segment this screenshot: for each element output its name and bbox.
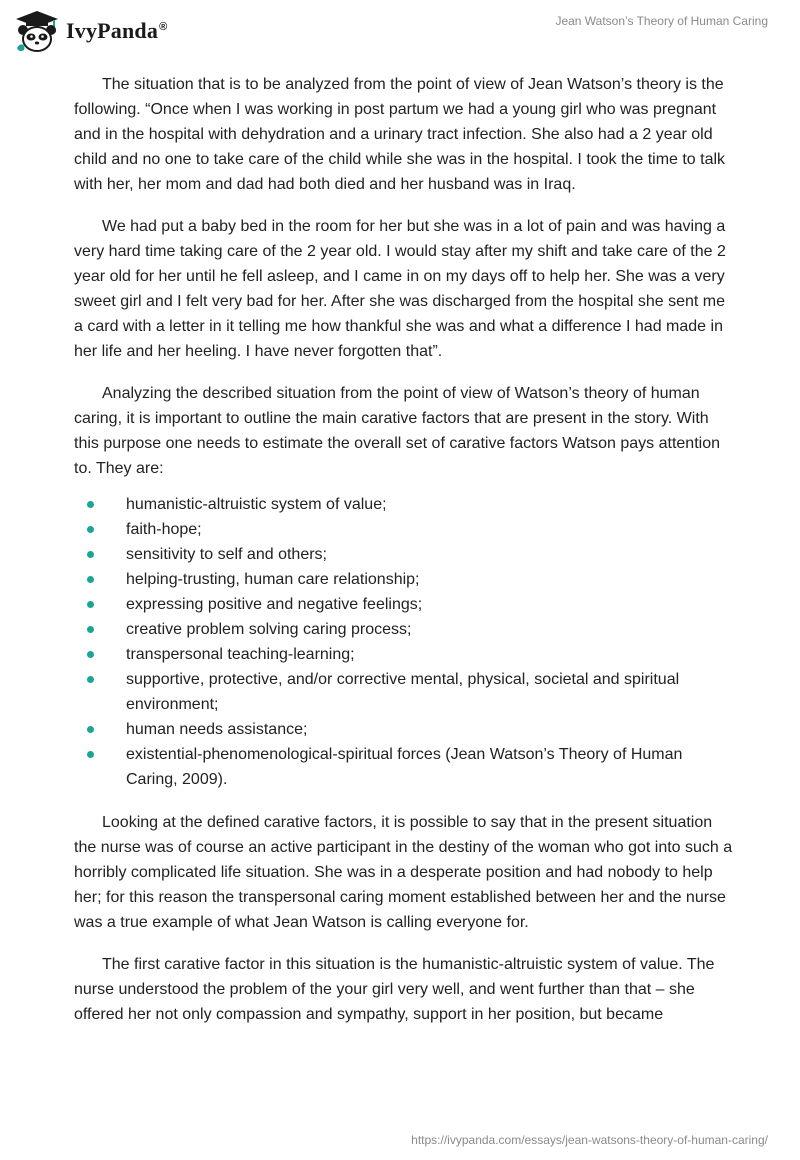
list-item: existential-phenomenological-spiritual forces (Jean Watson’s Theory of Human Caring, 2009). (74, 742, 734, 792)
paragraph: Looking at the defined carative factors, it is possible to say that in the present situation the nurse was of course an active participant in the destiny of the woman who got into such a horribly complicated life situation. She was in a desperate position and had nobody to help her; for this reason the transpersonal caring moment established between her and the nurse was a true example of what Jean Watson is calling everyone for. (74, 814, 733, 931)
paragraph: Analyzing the described situation from the point of view of Watson’s theory of human caring, it is important to outline the main carative factors that are present in the story. With this purpose one needs to estimate the overall set of carative factors Watson pays attention to. They are: (74, 385, 720, 477)
source-url-link[interactable]: https://ivypanda.com/essays/jean-watsons-theory-of-human-caring/ (411, 1133, 768, 1147)
ivypanda-logo[interactable] (14, 8, 167, 54)
bullet-icon (87, 526, 94, 533)
list-item: humanistic-altruistic system of value; (74, 492, 734, 517)
carative-factors-list (74, 492, 734, 792)
page-header (0, 0, 800, 70)
bullet-icon (87, 751, 94, 758)
bullet-icon (87, 726, 94, 733)
list-item: transpersonal teaching-learning; (74, 642, 734, 667)
list-item: creative problem solving caring process; (74, 617, 734, 642)
list-item: human needs assistance; (74, 717, 734, 742)
bullet-icon (87, 576, 94, 583)
list-item: expressing positive and negative feelings; (74, 592, 734, 617)
list-item: supportive, protective, and/or corrective mental, physical, societal and spiritual environment; (74, 667, 734, 717)
paragraph: We had put a baby bed in the room for her but she was in a lot of pain and was having a very hard time taking care of the 2 year old. I would stay after my shift and take care of the 2 year old for her until he fell asleep, and I came in on my days off to help her. She was a very sweet girl and I felt very bad for her. After she was discharged from the hospital she sent me a card with a letter in it telling me how thankful she was and what a difference I had made in her life and her heeling. I have never forgotten that”. (74, 218, 726, 360)
paragraph: The situation that is to be analyzed from the point of view of Jean Watson’s theory is the following. “Once when I was working in post partum we had a young girl who was pregnant and in the hospital with dehydration and a urinary tract infection. She also had a 2 year old child and no one to take care of the child while she was in the hospital. I took the time to talk with her, her mom and dad had both died and her husband was in Iraq. (74, 76, 726, 193)
panda-graduate-icon (14, 8, 60, 54)
list-item: helping-trusting, human care relationship; (74, 567, 734, 592)
list-item: sensitivity to self and others; (74, 542, 734, 567)
bullet-icon (87, 676, 94, 683)
bullet-icon (87, 551, 94, 558)
bullet-icon (87, 626, 94, 633)
list-item: faith-hope; (74, 517, 734, 542)
bullet-icon (87, 601, 94, 608)
paragraph: The first carative factor in this situation is the humanistic-altruistic system of value. The nurse understood the problem of the your girl very well, and went further than that – she offered her not only compassion and sympathy, support in her position, but became (74, 956, 715, 1023)
logo-text: IvyPanda® (66, 18, 168, 43)
bullet-icon (87, 501, 94, 508)
essay-body (74, 72, 734, 1044)
document-title: Jean Watson’s Theory of Human Caring (555, 14, 768, 28)
bullet-icon (87, 651, 94, 658)
